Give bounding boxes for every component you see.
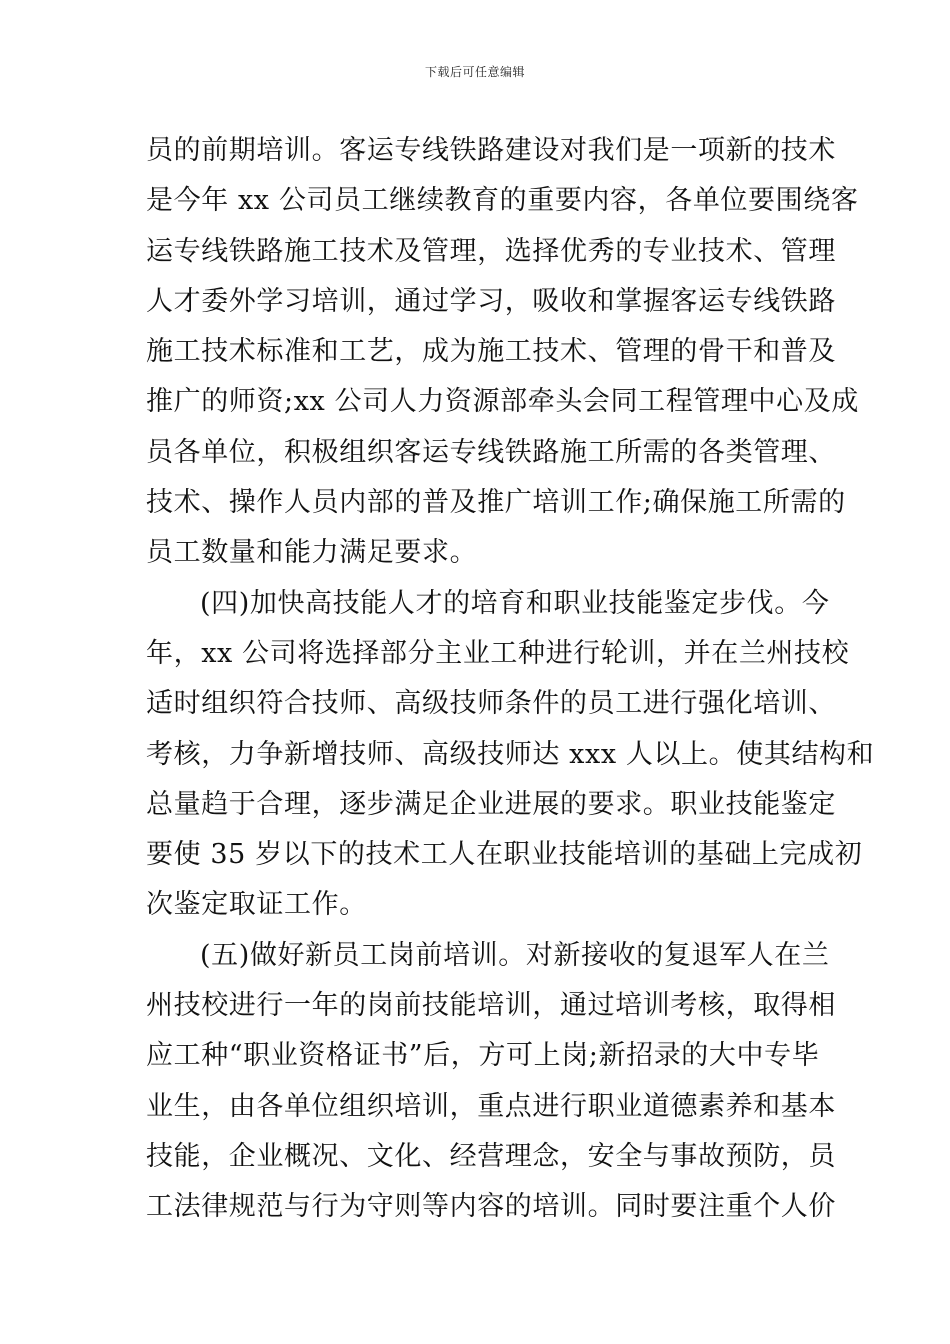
text-line: 总量趋于合理，逐步满足企业进展的要求。职业技能鉴定	[146, 788, 836, 820]
text-line: 要使 35 岁以下的技术工人在职业技能培训的基础上完成初	[146, 839, 863, 871]
text-line: 是今年 xx 公司员工继续教育的重要内容，各单位要围绕客	[146, 185, 859, 217]
paragraph-start-line: (四)加快高技能人才的培育和职业技能鉴定步伐。今	[200, 587, 830, 619]
text-line: 次鉴定取证工作。	[146, 889, 367, 921]
text-line: 业生，由各单位组织培训，重点进行职业道德素养和基本	[146, 1090, 836, 1122]
text-line: 员工数量和能力满足要求。	[146, 537, 478, 569]
text-line: 技能，企业概况、文化、经营理念，安全与事故预防，员	[146, 1140, 836, 1172]
text-line: 工法律规范与行为守则等内容的培训。同时要注重个人价	[146, 1191, 836, 1223]
text-line: 施工技术标准和工艺，成为施工技术、管理的骨干和普及	[146, 336, 836, 368]
text-line: 员的前期培训。客运专线铁路建设对我们是一项新的技术	[146, 135, 836, 166]
text-line: 人才委外学习培训，通过学习，吸收和掌握客运专线铁路	[146, 285, 836, 317]
page-header: 下载后可任意编辑	[424, 65, 525, 79]
text-line: 员各单位，积极组织客运专线铁路施工所需的各类管理、	[146, 436, 836, 468]
text-line: 运专线铁路施工技术及管理，选择优秀的专业技术、管理	[146, 235, 836, 267]
paragraph-start-line: (五)做好新员工岗前培训。对新接收的复退军人在兰	[200, 939, 830, 971]
document-body	[146, 126, 875, 1233]
text-line: 年，xx 公司将选择部分主业工种进行轮训，并在兰州技校	[146, 637, 850, 669]
text-line: 考核，力争新增技师、高级技师达 xxx 人以上。使其结构和	[146, 738, 875, 770]
text-line: 应工种“职业资格证书”后，方可上岗;新招录的大中专毕	[146, 1040, 820, 1072]
text-line: 推广的师资;xx 公司人力资源部牵头会同工程管理中心及成	[146, 386, 859, 418]
text-line: 技术、操作人员内部的普及推广培训工作;确保施工所需的	[146, 487, 846, 519]
text-line: 州技校进行一年的岗前技能培训，通过培训考核，取得相	[146, 990, 836, 1022]
text-line: 适时组织符合技师、高级技师条件的员工进行强化培训、	[146, 688, 836, 720]
